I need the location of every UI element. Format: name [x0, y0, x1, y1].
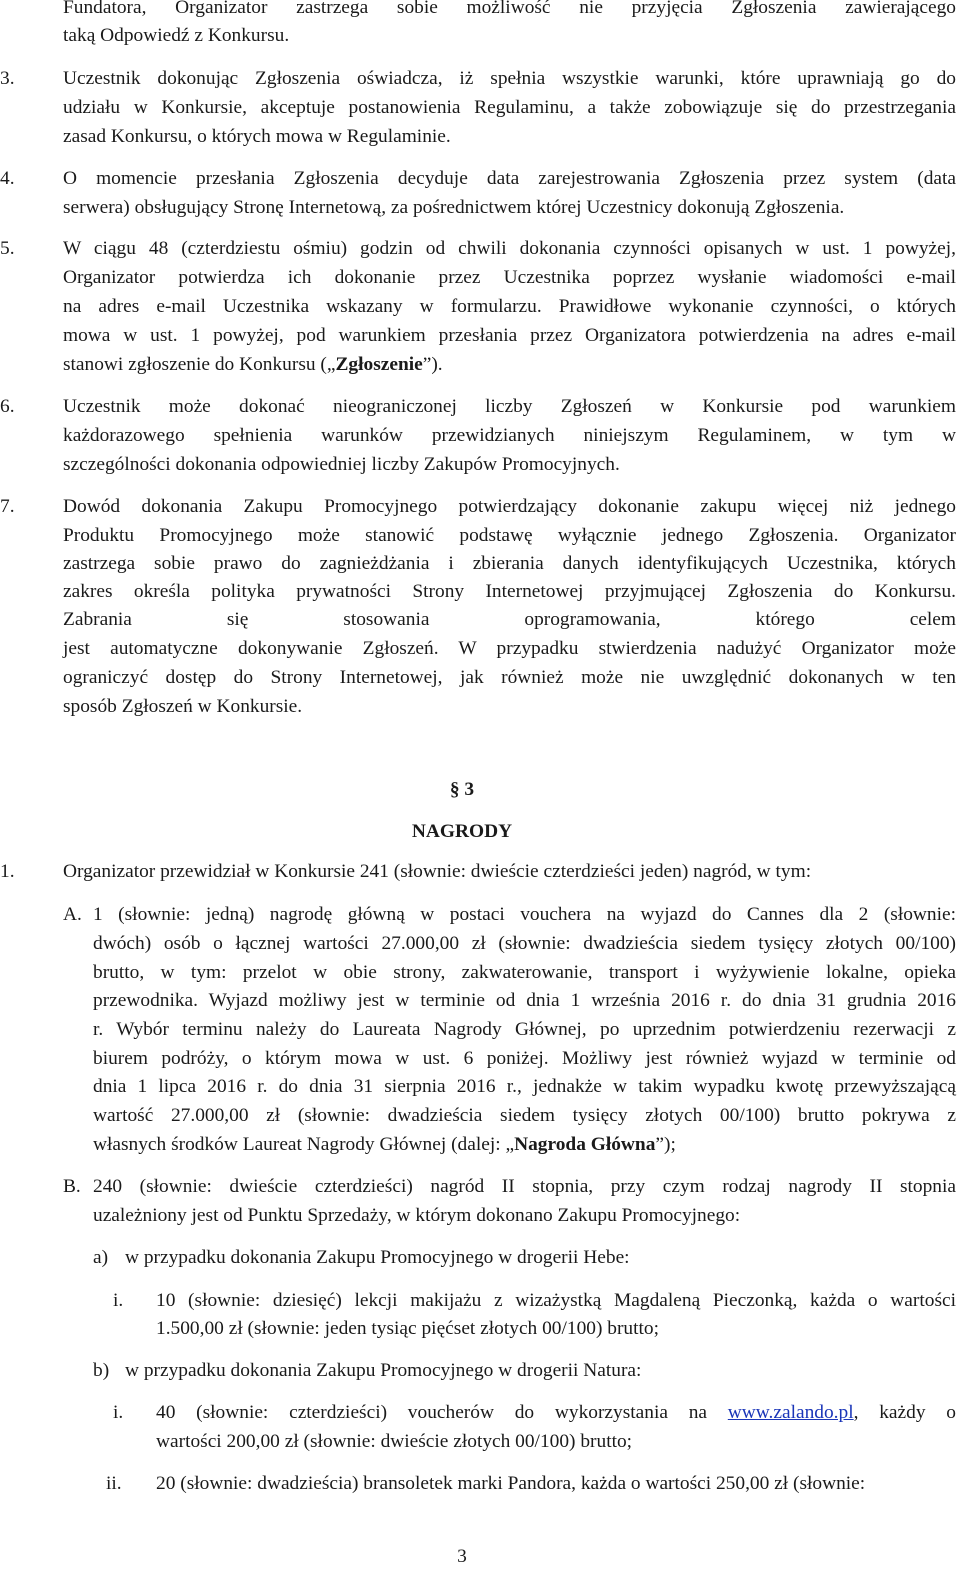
- paragraph-line: na adres e-mail Uczestnika wskazany w formularzu. Prawidłowe wykonanie czynności, o których: [63, 296, 956, 317]
- item-number: 7.: [0, 496, 15, 517]
- item-letter: b): [93, 1360, 110, 1381]
- intro-line: taką Odpowiedź z Konkursu.: [63, 25, 290, 46]
- paragraph-line: brutto, w tym: przelot w obie strony, zakwaterowanie, transport i wyżywienie lokalne, opieka: [93, 962, 956, 983]
- paragraph-line: zastrzega sobie prawo do zagnieżdżania i zbierania danych identyfikujących Uczestnika, których: [63, 553, 956, 574]
- paragraph-line: W ciągu 48 (czterdziestu ośmiu) godzin od chwili dokonania czynności opisanych w ust. 1 powyżej,: [63, 238, 956, 259]
- paragraph-line: Uczestnik dokonując Zgłoszenia oświadcza, iż spełnia wszystkie warunki, które uprawniają go do: [63, 68, 956, 89]
- line-text: , każdy o: [853, 1402, 956, 1423]
- paragraph-line: szczególności dokonania odpowiedniej liczby Zakupów Promocyjnych.: [63, 454, 620, 475]
- paragraph-line: ograniczyć dostęp do Strony Internetowej, jak również może nie uwzględnić dokonanych w ten: [63, 667, 956, 688]
- item-number: 6.: [0, 396, 15, 417]
- paragraph-line: dwóch) osób o łącznej wartości 27.000,00 zł (słownie: dwadzieścia siedem tysięcy złotych 00/100): [93, 933, 956, 954]
- item-letter: A.: [63, 904, 82, 925]
- item-letter: a): [93, 1247, 109, 1268]
- paragraph-line: 1.500,00 zł (słownie: jeden tysiąc pięćset złotych 00/100) brutto;: [156, 1318, 659, 1339]
- line-text: 40 (słownie: czterdzieści) voucherów do wykorzystania na: [156, 1402, 728, 1423]
- section-symbol: § 3: [449, 779, 475, 800]
- line-text: ”).: [422, 354, 443, 375]
- paragraph-line: Produktu Promocyjnego może stanowić podstawę wyłącznie jednego Zgłoszenia. Organizator: [63, 525, 956, 546]
- paragraph-line: dnia 1 lipca 2016 r. do dnia 31 sierpnia 2016 r., jednakże w takim wypadku kwotę przewyższającą: [93, 1076, 956, 1097]
- section-title: NAGRODY: [411, 821, 513, 842]
- paragraph-line: udziału w Konkursie, akceptuje postanowienia Regulaminu, a także zobowiązuje się do przestrzegania: [63, 97, 956, 118]
- paragraph-line: [93, 1131, 956, 1160]
- paragraph-line: [156, 1399, 956, 1428]
- paragraph-line: wartości 200,00 zł (słownie: dwieście złotych 00/100) brutto;: [156, 1431, 633, 1452]
- paragraph-line: Organizator potwierdza ich dokonanie przez Uczestnika poprzez wysłanie wiadomości e-mail: [63, 267, 956, 288]
- paragraph-line: uzależniony jest od Punktu Sprzedaży, w którym dokonano Zakupu Promocyjnego:: [93, 1205, 741, 1226]
- paragraph-line: Organizator przewidział w Konkursie 241 (słownie: dwieście czterdzieści jeden) nagród, w tym:: [63, 861, 812, 882]
- paragraph-line: sposób Zgłoszeń w Konkursie.: [63, 696, 303, 717]
- line-text: stanowi zgłoszenie do Konkursu („: [63, 354, 336, 375]
- paragraph-line: jest automatyczne dokonywanie Zgłoszeń. W przypadku stwierdzenia nadużyć Organizator może: [63, 638, 956, 659]
- paragraph-line: wartość 27.000,00 zł (słownie: dwadzieścia siedem tysięcy złotych 00/100) brutto pokrywa z: [93, 1105, 956, 1126]
- paragraph-line: każdorazowego spełnienia warunków przewidzianych niniejszym Regulaminem, w tym w: [63, 425, 956, 446]
- zalando-link[interactable]: www.zalando.pl: [727, 1402, 854, 1423]
- paragraph-line: O momencie przesłania Zgłoszenia decyduje data zarejestrowania Zgłoszenia przez system (data: [63, 168, 956, 189]
- line-text: własnych środków Laureat Nagrody Głównej (dalej: „: [93, 1134, 515, 1155]
- paragraph-line: zakres określa polityka prywatności Strony Internetowej przyjmującej Zgłoszenia do Konkursu.: [63, 581, 956, 602]
- item-number: 3.: [0, 68, 15, 89]
- defined-term: Nagroda Główna: [514, 1134, 656, 1155]
- paragraph-line: Uczestnik może dokonać nieograniczonej liczby Zgłoszeń w Konkursie pod warunkiem: [63, 396, 956, 417]
- paragraph-line: 10 (słownie: dziesięć) lekcji makijażu z wizażystką Magdaleną Pieczonką, każda o wartości: [156, 1290, 956, 1311]
- paragraph-line: serwera) obsługujący Stronę Internetową, za pośrednictwem której Uczestnicy dokonują Zgłoszenia.: [63, 197, 845, 218]
- item-roman: ii.: [106, 1473, 122, 1494]
- line-text: ”);: [655, 1134, 676, 1155]
- item-number: 1.: [0, 861, 15, 882]
- paragraph-line: w przypadku dokonania Zakupu Promocyjnego w drogerii Natura:: [125, 1360, 642, 1381]
- paragraph-line: Dowód dokonania Zakupu Promocyjnego potwierdzający dokonanie zakupu więcej niż jednego: [63, 496, 956, 517]
- item-roman: i.: [113, 1290, 124, 1311]
- item-roman: i.: [113, 1402, 124, 1423]
- paragraph-line: 20 (słownie: dwadzieścia) bransoletek marki Pandora, każda o wartości 250,00 zł (słownie:: [156, 1473, 866, 1494]
- intro-line: Fundatora, Organizator zastrzega sobie możliwość nie przyjęcia Zgłoszenia zawierającego: [63, 0, 956, 18]
- item-number: 5.: [0, 238, 15, 259]
- paragraph-line: zasad Konkursu, o których mowa w Regulaminie.: [63, 126, 451, 147]
- paragraph-line: 240 (słownie: dwieście czterdzieści) nagród II stopnia, przy czym rodzaj nagrody II stopnia: [93, 1176, 956, 1197]
- page-number: 3: [457, 1546, 467, 1567]
- paragraph-line: mowa w ust. 1 powyżej, pod warunkiem przesłania przez Organizatora potwierdzenia na adres e-mail: [63, 325, 956, 346]
- paragraph-line: Zabrania się stosowania oprogramowania, którego celem: [63, 609, 956, 630]
- paragraph-line: r. Wybór terminu należy do Laureata Nagrody Głównej, po uprzednim potwierdzeniu rezerwacji z: [93, 1019, 956, 1040]
- paragraph-line: przewodnika. Wyjazd możliwy jest w terminie od dnia 1 września 2016 r. do dnia 31 grudnia 2016: [93, 990, 956, 1011]
- paragraph-line: [63, 351, 956, 380]
- defined-term: Zgłoszenie: [335, 354, 423, 375]
- paragraph-line: biurem podróży, o którym mowa w ust. 6 poniżej. Możliwy jest również wyjazd w terminie od: [93, 1048, 956, 1069]
- paragraph-line: w przypadku dokonania Zakupu Promocyjnego w drogerii Hebe:: [125, 1247, 630, 1268]
- paragraph-line: 1 (słownie: jedną) nagrodę główną w postaci vouchera na wyjazd do Cannes dla 2 (słownie:: [93, 904, 956, 925]
- item-letter: B.: [63, 1176, 81, 1197]
- item-number: 4.: [0, 168, 15, 189]
